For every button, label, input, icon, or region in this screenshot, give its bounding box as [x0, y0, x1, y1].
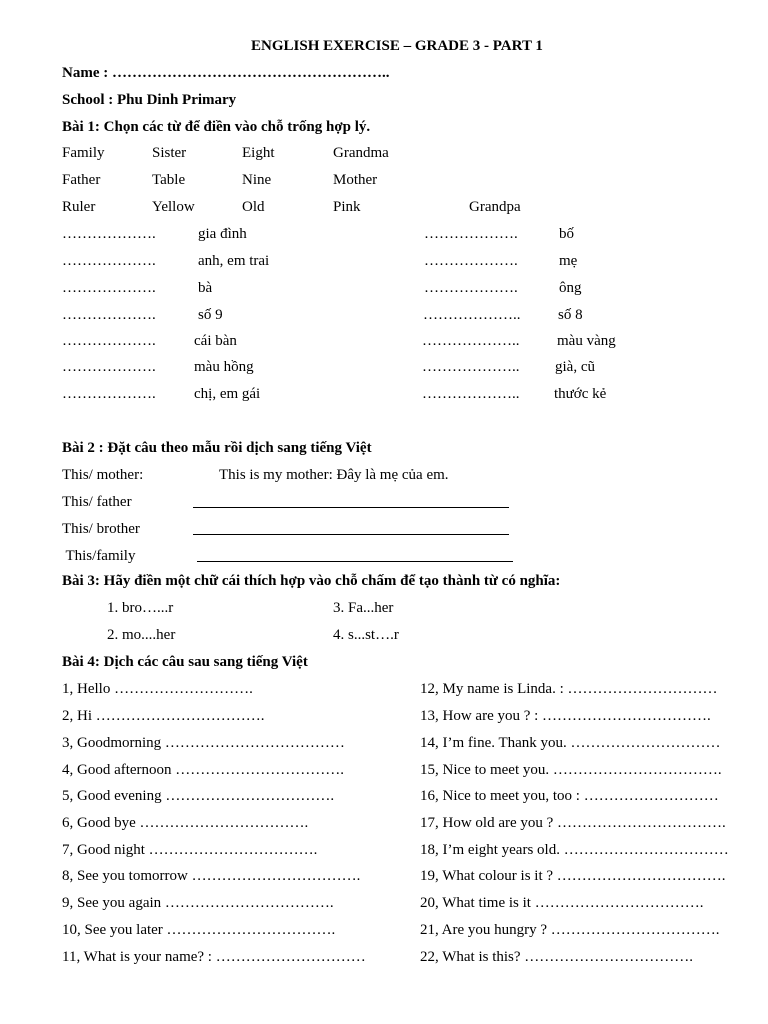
ex4-item[interactable]: 7, Good night ……………………………. — [62, 842, 318, 858]
ex4-item[interactable]: 14, I’m fine. Thank you. ………………………… — [420, 735, 721, 751]
answer-blank[interactable]: ………………. — [62, 253, 156, 269]
meaning-label: số 9 — [198, 307, 223, 323]
meaning-label: già, cũ — [555, 359, 595, 375]
ex4-item[interactable]: 17, How old are you ? ……………………………. — [420, 815, 726, 831]
word-bank-item: Yellow — [152, 199, 195, 215]
meaning-label: thước kẻ — [554, 386, 607, 402]
ex2-prompt: This/ father — [62, 494, 132, 510]
ex4-item[interactable]: 19, What colour is it ? ……………………………. — [420, 868, 726, 884]
ex4-item[interactable]: 5, Good evening ……………………………. — [62, 788, 335, 804]
meaning-label: bà — [198, 280, 213, 296]
ex3-item[interactable]: 2. mo....her — [107, 627, 176, 643]
answer-blank[interactable]: ……………….. — [422, 386, 520, 402]
ex3-item[interactable]: 4. s...st….r — [333, 627, 399, 643]
ex4-heading: Bài 4: Dịch các câu sau sang tiếng Việt — [62, 654, 308, 670]
answer-blank[interactable]: ………………. — [424, 253, 518, 269]
answer-blank[interactable]: ………………. — [62, 226, 156, 242]
ex3-heading: Bài 3: Hãy điền một chữ cái thích hợp vào chỗ chấm để tạo thành từ có nghĩa: — [62, 573, 561, 589]
word-bank-item: Grandpa — [469, 199, 521, 215]
ex4-item[interactable]: 15, Nice to meet you. ……………………………. — [420, 762, 722, 778]
answer-blank[interactable]: ……………….. — [422, 359, 520, 375]
school-line: School : Phu Dinh Primary — [62, 92, 237, 108]
word-bank-item: Old — [242, 199, 265, 215]
ex4-item[interactable]: 4, Good afternoon ……………………………. — [62, 762, 345, 778]
word-bank-item: Family — [62, 145, 105, 161]
meaning-label: mẹ — [559, 253, 578, 269]
ex3-item[interactable]: 3. Fa...her — [333, 600, 394, 616]
ex4-item[interactable]: 22, What is this? ……………………………. — [420, 949, 694, 965]
word-bank-item: Table — [152, 172, 186, 188]
meaning-label: ông — [559, 280, 582, 296]
meaning-label: gia đình — [198, 226, 247, 242]
answer-blank[interactable]: ……………….. — [422, 333, 520, 349]
ex1-heading: Bài 1: Chọn các từ để điền vào chỗ trống hợp lý. — [62, 119, 371, 135]
ex4-item[interactable]: 12, My name is Linda. : ………………………… — [420, 681, 718, 697]
answer-blank[interactable]: ………………. — [62, 307, 156, 323]
answer-blank[interactable]: ………………. — [62, 359, 156, 375]
word-bank-item: Ruler — [62, 199, 96, 215]
answer-line[interactable] — [197, 561, 513, 562]
word-bank-item: Pink — [333, 199, 361, 215]
ex4-item[interactable]: 18, I’m eight years old. …………………………… — [420, 842, 729, 858]
ex4-item[interactable]: 6, Good bye ……………………………. — [62, 815, 309, 831]
meaning-label: màu hồng — [194, 359, 254, 375]
ex4-item[interactable]: 8, See you tomorrow ……………………………. — [62, 868, 361, 884]
ex2-prompt: This/family — [62, 548, 136, 564]
name-line: Name : ……………………………………………….. — [62, 65, 390, 81]
ex4-item[interactable]: 10, See you later ……………………………. — [62, 922, 336, 938]
answer-blank[interactable]: ………………. — [62, 386, 156, 402]
meaning-label: số 8 — [558, 307, 583, 323]
ex4-item[interactable]: 21, Are you hungry ? ……………………………. — [420, 922, 720, 938]
answer-blank[interactable]: ………………. — [424, 226, 518, 242]
meaning-label: anh, em trai — [198, 253, 270, 269]
ex3-item[interactable]: 1. bro…...r — [107, 600, 174, 616]
ex4-item[interactable]: 16, Nice to meet you, too : ……………………… — [420, 788, 719, 804]
answer-blank[interactable]: ………………. — [424, 280, 518, 296]
ex4-item[interactable]: 3, Goodmorning ……………………………… — [62, 735, 345, 751]
answer-blank[interactable]: ………………. — [62, 280, 156, 296]
page-title: ENGLISH EXERCISE – GRADE 3 - PART 1 — [251, 38, 543, 54]
answer-blank[interactable]: ……………….. — [423, 307, 521, 323]
ex4-item[interactable]: 20, What time is it ……………………………. — [420, 895, 704, 911]
ex4-item[interactable]: 11, What is your name? : ………………………… — [62, 949, 366, 965]
word-bank-item: Mother — [333, 172, 378, 188]
meaning-label: bố — [559, 226, 574, 242]
word-bank-item: Eight — [242, 145, 275, 161]
answer-blank[interactable]: ………………. — [62, 333, 156, 349]
ex4-item[interactable]: 2, Hi ……………………………. — [62, 708, 265, 724]
ex4-item[interactable]: 1, Hello ………………………. — [62, 681, 253, 697]
ex2-example-answer: This is my mother: Đây là mẹ của em. — [219, 467, 449, 483]
ex4-item[interactable]: 9, See you again ……………………………. — [62, 895, 334, 911]
ex4-item[interactable]: 13, How are you ? : ……………………………. — [420, 708, 711, 724]
meaning-label: chị, em gái — [194, 386, 261, 402]
answer-line[interactable] — [193, 507, 509, 508]
answer-line[interactable] — [193, 534, 509, 535]
word-bank-item: Grandma — [333, 145, 389, 161]
ex2-prompt: This/ brother — [62, 521, 140, 537]
word-bank-item: Nine — [242, 172, 272, 188]
meaning-label: cái bàn — [194, 333, 237, 349]
ex2-example-prompt: This/ mother: — [62, 467, 144, 483]
word-bank-item: Sister — [152, 145, 187, 161]
word-bank-item: Father — [62, 172, 101, 188]
meaning-label: màu vàng — [557, 333, 616, 349]
ex2-heading: Bài 2 : Đặt câu theo mẫu rồi dịch sang tiếng Việt — [62, 440, 372, 456]
